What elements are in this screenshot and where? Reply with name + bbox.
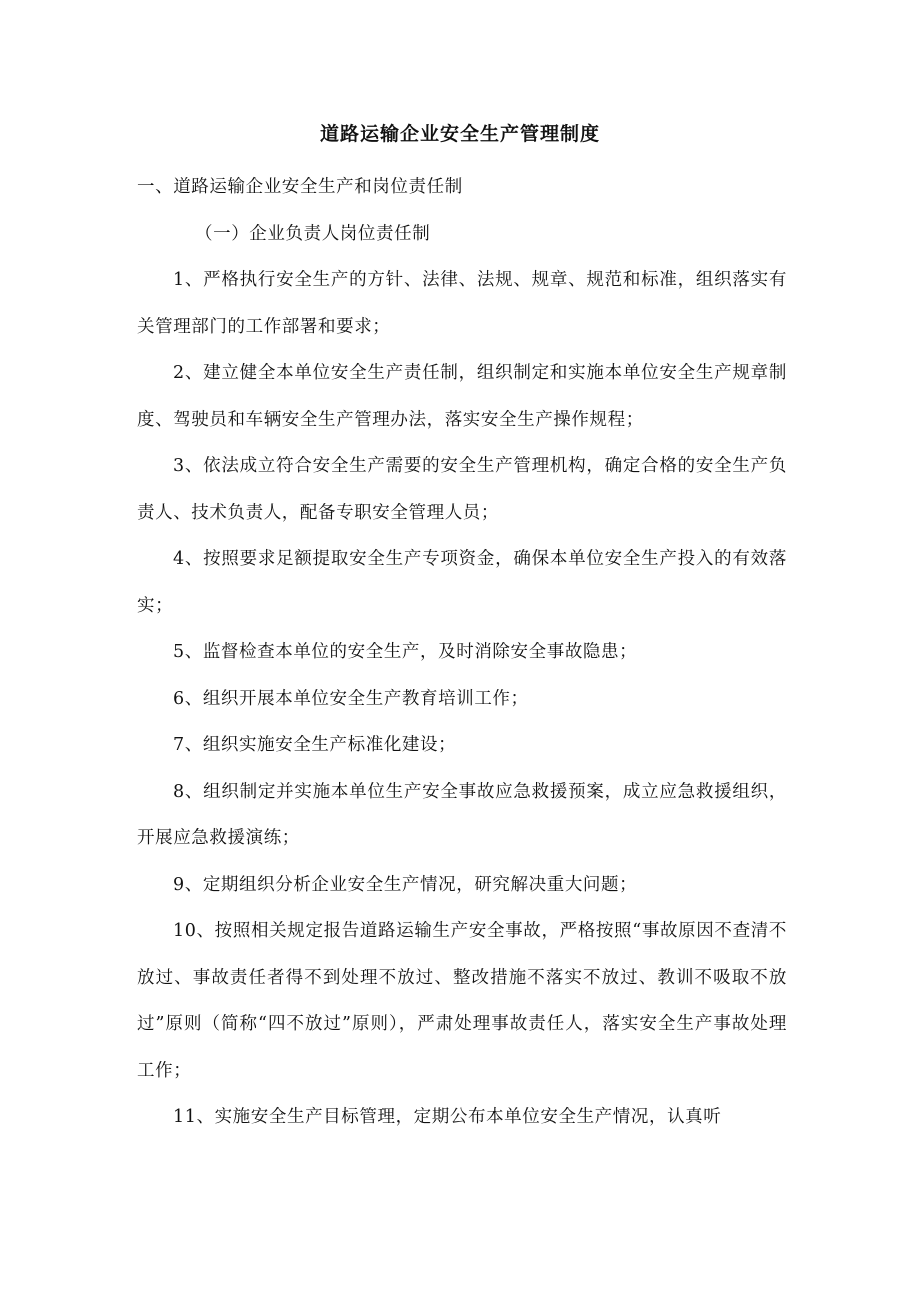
list-item: 4、按照要求足额提取安全生产专项资金，确保本单位安全生产投入的有效落实； xyxy=(137,549,787,616)
document-title: 道路运输企业安全生产管理制度 xyxy=(319,123,600,145)
list-item: 9、定期组织分析企业安全生产情况，研究解决重大问题； xyxy=(173,874,638,895)
list-item: 3、依法成立符合安全生产需要的安全生产管理机构，确定合格的安全生产负责人、技术负责人，配备专职安全管理人员； xyxy=(137,456,787,523)
list-item: 5、监督检查本单位的安全生产，及时消除安全事故隐患； xyxy=(173,642,638,662)
list-item: 11、实施安全生产目标管理，定期公布本单位安全生产情况，认真听 xyxy=(173,1107,722,1127)
subsection-heading: （一）企业负责人岗位责任制 xyxy=(195,223,431,244)
section-heading: 一、道路运输企业安全生产和岗位责任制 xyxy=(137,177,463,197)
list-item: 6、组织开展本单位安全生产教育培训工作； xyxy=(173,688,529,709)
list-item: 2、建立健全本单位安全生产责任制，组织制定和实施本单位安全生产规章制度、驾驶员和车辆安全生产管理办法，落实安全生产操作规程； xyxy=(137,363,787,430)
list-item: 7、组织实施安全生产标准化建设； xyxy=(173,735,457,755)
list-item: 8、组织制定并实施本单位生产安全事故应急救援预案，成立应急救援组织，开展应急救援演练； xyxy=(137,781,787,848)
document-body xyxy=(137,164,787,1141)
list-item: 1、严格执行安全生产的方针、法律、法规、规章、规范和标准，组织落实有关管理部门的工作部署和要求； xyxy=(137,270,787,337)
list-item: 10、按照相关规定报告道路运输生产安全事故，严格按照“事故原因不查清不放过、事故责任者得不到处理不放过、整改措施不落实不放过、教训不吸取不放过”原则（简称“四不放过”原则），严肃处理事故责任人，落实安全生产事故处理工作； xyxy=(137,921,787,1081)
